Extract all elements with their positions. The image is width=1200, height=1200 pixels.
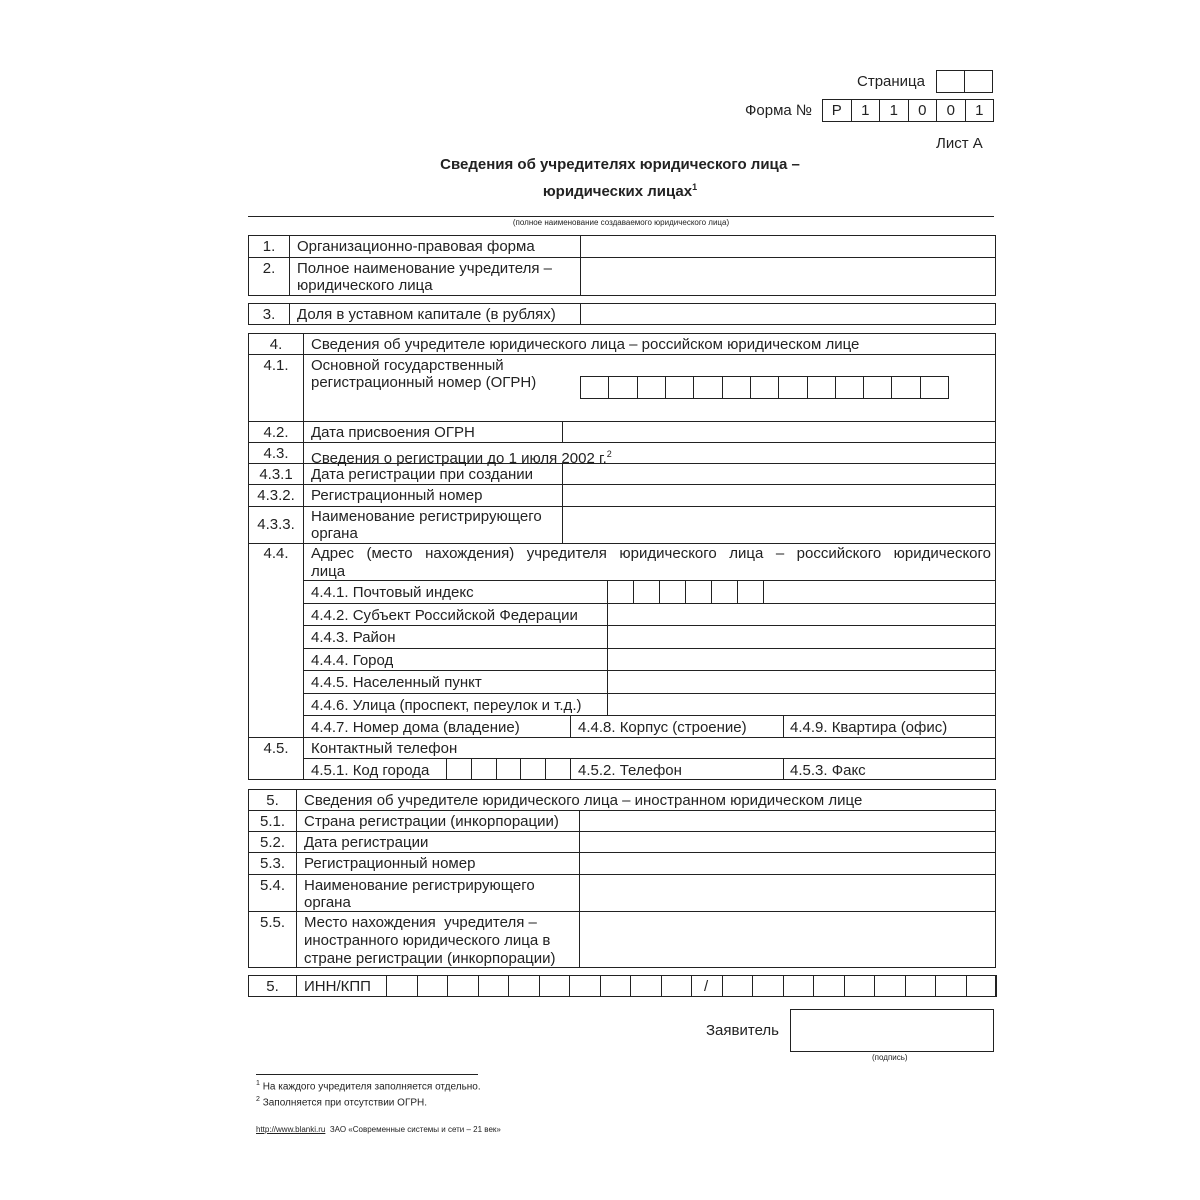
ogrn-digit-box[interactable] — [665, 377, 693, 398]
row-4-3-label: Сведения о регистрации до 1 июля 2002 г.$^2$ — [311, 449, 612, 467]
area-code-label: 4.5.1. Код города — [311, 762, 430, 779]
row-4-3-1-label: Дата регистрации при создании — [311, 466, 534, 483]
ogrn-digit-box[interactable] — [920, 377, 948, 398]
page-number-box[interactable] — [964, 70, 993, 93]
ogrn-digit-box[interactable] — [750, 377, 778, 398]
postal-digit-box[interactable] — [634, 581, 660, 603]
row-5-2-number: 5.2. — [259, 834, 286, 851]
footer-company: ЗАО «Современные системы и сети – 21 век» — [329, 1125, 501, 1134]
inn-kpp-digit-box[interactable] — [723, 976, 753, 996]
ogrn-digit-box[interactable] — [693, 377, 721, 398]
row-2-label-line-2: юридического лица — [297, 277, 433, 294]
row-4-3-number: 4.3. — [263, 445, 289, 462]
row-4-1-number: 4.1. — [263, 357, 289, 374]
row-5-3-label: Регистрационный номер — [304, 855, 476, 872]
form-number-char: 0 — [908, 100, 937, 121]
area-code-digit-box[interactable] — [446, 759, 471, 780]
applicant-label: Заявитель — [706, 1022, 779, 1039]
form-number-char: 1 — [965, 100, 994, 121]
postal-digit-box[interactable] — [738, 581, 764, 603]
row-3-input[interactable] — [581, 304, 995, 324]
row-5-5-label-line-1: Место нахождения учредителя – — [304, 914, 537, 931]
row-4-2-label: Дата присвоения ОГРН — [311, 424, 475, 441]
sheet-label: Лист А — [936, 135, 983, 152]
footer-link[interactable]: http://www.blanki.ru — [256, 1125, 326, 1134]
footnote-separator — [256, 1074, 478, 1075]
district-input[interactable] — [608, 626, 995, 648]
form-number-label: Форма № — [745, 102, 813, 119]
row-5-4-input[interactable] — [580, 875, 995, 911]
region-label: 4.4.2. Субъект Российской Федерации — [311, 607, 578, 624]
ogrn-digit-box[interactable] — [807, 377, 835, 398]
inn-kpp-digit-box[interactable] — [906, 976, 936, 996]
fullname-caption: (полное наименование создаваемого юридического лица) — [512, 218, 730, 227]
street-input[interactable] — [608, 694, 995, 715]
row-4-5-number: 4.5. — [263, 740, 289, 757]
form-number-char: 0 — [936, 100, 965, 121]
row-4-1-label-line-1: Основной государственный — [311, 357, 504, 374]
row-4-3-3-label-line-2: органа — [311, 525, 358, 542]
inn-kpp-digit-box[interactable] — [601, 976, 631, 996]
form-number-char: Р — [831, 102, 842, 119]
building-label: 4.4.8. Корпус (строение) — [578, 719, 747, 736]
row-4-3-2-input[interactable] — [563, 485, 995, 506]
footnote-1: $^1$ На каждого учредителя заполняется отдельно. — [256, 1080, 481, 1093]
row-5-1-label: Страна регистрации (инкорпорации) — [304, 813, 559, 830]
row-4-3-2-label: Регистрационный номер — [311, 487, 483, 504]
inn-kpp-label: ИНН/КПП — [304, 978, 371, 995]
inn-kpp-digit-box[interactable] — [875, 976, 905, 996]
row-3-number: 3. — [262, 306, 276, 323]
postal-digit-box[interactable] — [608, 581, 634, 603]
row-4-number: 4. — [269, 336, 283, 353]
inn-kpp-separator: / — [704, 978, 709, 995]
row-4-2-number: 4.2. — [263, 424, 289, 441]
row-2-input[interactable] — [581, 258, 995, 294]
row-5-5-number: 5.5. — [259, 914, 286, 931]
row-4-1-label-line-2: регистрационный номер (ОГРН) — [311, 374, 537, 391]
inn-kpp-digit-box[interactable] — [479, 976, 509, 996]
row-5-5-label-line-3: стране регистрации (инкорпорации) — [304, 950, 556, 967]
footnote-2: $^2$ Заполняется при отсутствии ОГРН. — [256, 1096, 428, 1109]
row-3-label: Доля в уставном капитале (в рублях) — [297, 306, 556, 323]
postal-digit-box[interactable] — [712, 581, 738, 603]
area-code-boxes[interactable] — [446, 759, 570, 780]
region-input[interactable] — [608, 604, 995, 625]
ogrn-digit-box[interactable] — [835, 377, 863, 398]
area-code-digit-box[interactable] — [471, 759, 496, 780]
title-line-2: юридических лицах$^1$ — [542, 182, 698, 200]
ogrn-digit-box[interactable] — [891, 377, 919, 398]
inn-kpp-digit-box[interactable] — [753, 976, 783, 996]
row-5-5-input[interactable] — [580, 912, 995, 967]
postal-digit-box[interactable] — [686, 581, 712, 603]
row-4-3-1-number: 4.3.1 — [259, 466, 293, 483]
city-input[interactable] — [608, 649, 995, 670]
title-line-1: Сведения об учредителях юридического лица – — [440, 156, 800, 173]
row-4-3-3-input[interactable] — [563, 507, 995, 543]
page-number-box[interactable] — [936, 70, 965, 93]
form-number-boxes — [822, 99, 994, 122]
ogrn-digit-box[interactable] — [581, 377, 608, 398]
inn-kpp-digit-box[interactable] — [418, 976, 448, 996]
inn-kpp-digit-box[interactable] — [784, 976, 814, 996]
district-label: 4.4.3. Район — [311, 629, 396, 646]
inn-kpp-digit-box[interactable] — [448, 976, 478, 996]
row-5-4-number: 5.4. — [259, 877, 286, 894]
row-5-title: Сведения об учредителе юридического лица – иностранном юридическом лице — [304, 792, 863, 809]
row-1-label: Организационно-правовая форма — [297, 238, 535, 255]
area-code-digit-box[interactable] — [520, 759, 545, 780]
apartment-label: 4.4.9. Квартира (офис) — [790, 719, 948, 736]
row-4-3-3-label-line-1: Наименование регистрирующего — [311, 508, 542, 525]
inn-kpp-digit-box[interactable] — [387, 976, 417, 996]
footer — [256, 1124, 501, 1136]
ogrn-digit-box[interactable] — [608, 377, 636, 398]
row-5-3-input[interactable] — [580, 853, 995, 874]
inn-kpp-digit-box[interactable] — [540, 976, 570, 996]
settlement-input[interactable] — [608, 671, 995, 693]
row-5-4-label-line-2: органа — [304, 894, 351, 911]
signature-box[interactable] — [790, 1009, 994, 1052]
row-4-3-2-number: 4.3.2. — [257, 487, 295, 504]
city-label: 4.4.4. Город — [311, 652, 394, 669]
ogrn-digit-box[interactable] — [722, 377, 750, 398]
page-label: Страница — [857, 73, 925, 90]
house-label: 4.4.7. Номер дома (владение) — [311, 719, 520, 736]
row-5-2-label: Дата регистрации — [304, 834, 429, 851]
inn-kpp-digit-box[interactable] — [509, 976, 539, 996]
settlement-label: 4.4.5. Населенный пункт — [311, 674, 482, 691]
area-code-digit-box[interactable] — [496, 759, 521, 780]
row-5-2-input[interactable] — [580, 832, 995, 852]
area-code-digit-box[interactable] — [545, 759, 570, 780]
phone-label: 4.5.2. Телефон — [578, 762, 682, 779]
inn-kpp-digit-box[interactable] — [845, 976, 875, 996]
fax-label: 4.5.3. Факс — [790, 762, 866, 779]
ogrn-digit-box[interactable] — [778, 377, 806, 398]
inn-row-number: 5. — [266, 978, 279, 995]
row-4-3-1-input[interactable] — [563, 464, 995, 484]
form-number-char: 1 — [879, 100, 908, 121]
row-5-5-label-line-2: иностранного юридического лица в — [304, 932, 551, 949]
row-5-3-number: 5.3. — [259, 855, 286, 872]
form-number-char: 1 — [851, 100, 880, 121]
row-4-4-label-line-2: лица — [311, 563, 346, 580]
document-title — [300, 154, 940, 203]
contact-phone-label: Контактный телефон — [311, 740, 458, 757]
row-2-number: 2. — [262, 260, 276, 277]
fullname-line[interactable] — [248, 216, 994, 217]
inn-kpp-digit-box[interactable] — [967, 976, 997, 996]
postal-digit-box[interactable] — [660, 581, 686, 603]
street-label: 4.4.6. Улица (проспект, переулок и т.д.) — [311, 697, 582, 714]
inn-kpp-digit-box[interactable] — [662, 976, 692, 996]
postal-code-label: 4.4.1. Почтовый индекс — [311, 584, 474, 601]
ogrn-digit-box[interactable] — [863, 377, 891, 398]
row-4-4-number: 4.4. — [263, 545, 289, 562]
inn-kpp-digit-box[interactable] — [631, 976, 661, 996]
inn-kpp-digit-box[interactable] — [936, 976, 966, 996]
row-5-4-label-line-1: Наименование регистрирующего — [304, 877, 535, 894]
signature-caption: (подпись) — [872, 1053, 908, 1062]
ogrn-digit-box[interactable] — [637, 377, 665, 398]
row-5-1-input[interactable] — [580, 811, 995, 831]
postal-code-boxes[interactable] — [608, 581, 764, 603]
row-4-3-3-number: 4.3.3. — [257, 516, 295, 533]
row-4-2-input[interactable] — [563, 422, 995, 442]
row-2-label-line-1: Полное наименование учредителя – — [297, 260, 553, 277]
row-1-number: 1. — [262, 238, 276, 255]
row-5-number: 5. — [266, 792, 279, 809]
row-5-1-number: 5.1. — [259, 813, 286, 830]
row-4-title: Сведения об учредителе юридического лица – российском юридическом лице — [311, 336, 860, 353]
inn-kpp-digit-box[interactable] — [570, 976, 600, 996]
inn-kpp-digit-box[interactable] — [814, 976, 844, 996]
ogrn-boxes[interactable] — [580, 376, 949, 399]
row-4-4-label-line-1: Адрес (место нахождения) учредителя юридического лица – российского юридического — [311, 545, 991, 562]
row-1-input[interactable] — [581, 236, 995, 256]
